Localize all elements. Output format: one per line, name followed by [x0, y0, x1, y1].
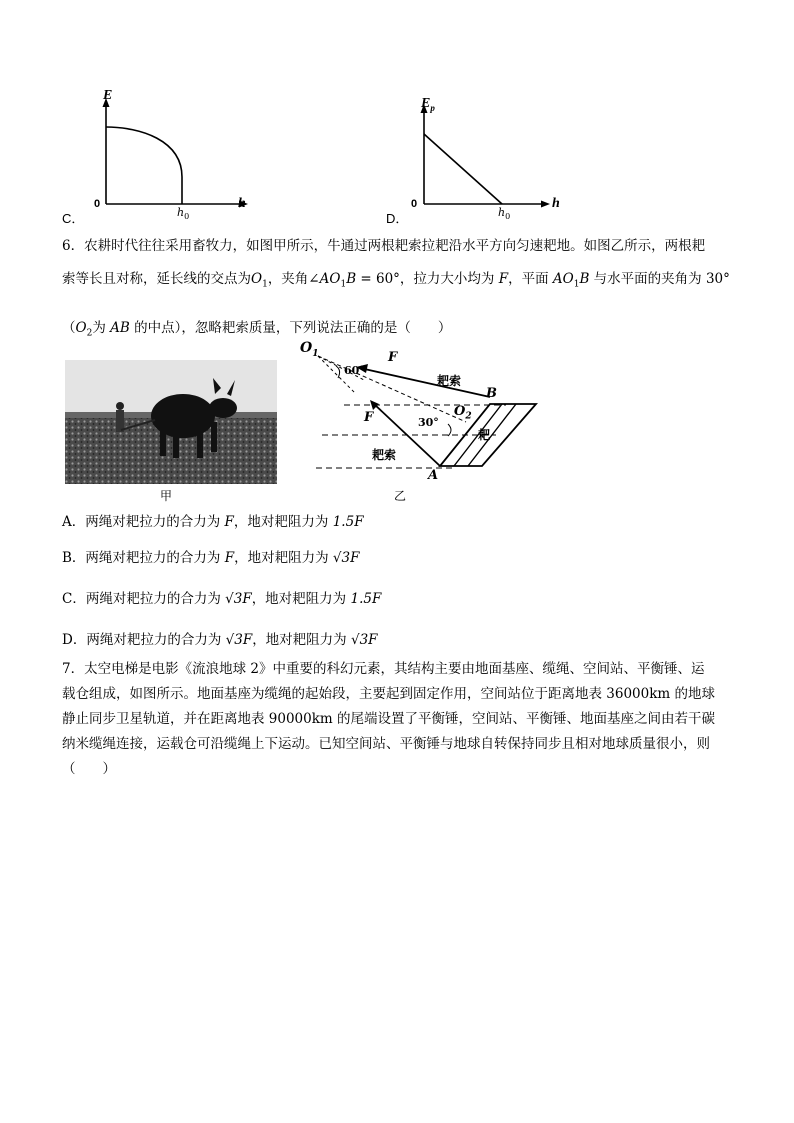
option-c[interactable]: C．两绳对耙拉力的合力为 √3F，地对耙阻力为 1.5F: [62, 591, 382, 607]
label-harrow: 耙: [478, 428, 491, 442]
option-d[interactable]: D．两绳对耙拉力的合力为 √3F，地对耙阻力为 √3F: [62, 632, 378, 648]
q7-line-2: 载仓组成，如图所示。地面基座为缆绳的起始段，主要起到固定作用，空间站位于距离地表 36000km 的地球: [62, 686, 716, 702]
graph-c-curve: [106, 127, 182, 204]
label-angle-60: 60°: [344, 364, 365, 377]
graph-d-y-label: $E_p$: [421, 96, 435, 113]
label-point-b: B: [486, 386, 497, 401]
label-rope-top: 耙索: [437, 374, 462, 388]
label-angle-30: 30°: [418, 416, 439, 429]
graph-d-line: [424, 134, 502, 204]
q7-line-3: 静止同步卫星轨道，并在距离地表 90000km 的尾端设置了平衡锤，空间站、平衡锤、地面基座之间由若干碳: [62, 711, 716, 727]
diagram-yi-caption: 乙: [394, 489, 407, 503]
option-a[interactable]: A．两绳对耙拉力的合力为 F，地对耙阻力为 1.5F: [62, 514, 364, 530]
ox-plowing-photo: [65, 360, 277, 484]
question-6-text: [62, 232, 742, 348]
label-rope-bottom: 耙索: [372, 448, 397, 462]
graph-d-x-label: h: [552, 196, 560, 211]
photo-jia-caption: 甲: [160, 489, 173, 503]
farmer: [116, 402, 124, 410]
question-7-text: [62, 657, 742, 782]
graph-c-y-label: E: [103, 88, 113, 103]
graph-c: [60, 88, 260, 227]
label-force-left: F: [364, 410, 374, 425]
q6-line-2: 索等长且对称，延长线的交点为$O_1$，夹角$\angle AO_1B = 60^\circ$，拉力大小均为 F，平面 $AO_1B$ 与水平面的夹角为 30°: [62, 271, 730, 290]
q6-line-3: （$O_2$为 AB 的中点），忽略耙索质量，下列说法正确的是（ ）: [62, 319, 452, 339]
graph-c-x-label: h: [238, 196, 246, 211]
graph-c-plot: [60, 92, 260, 217]
graph-d-h0: $h_0$: [498, 206, 511, 222]
rope-b: [360, 368, 490, 397]
q7-line-4: 纳米缆绳连接，运载仓可沿缆绳上下运动。已知空间站、平衡锤与地球自转保持同步且相对地球质量很小，则: [62, 736, 710, 752]
q6-line-1: 6．农耕时代往往采用畜牧力，如图甲所示，牛通过两根耙索拉耙沿水平方向匀速耙地。如图乙所示，两根耙: [62, 238, 706, 254]
graph-c-h0: $h_0$: [177, 206, 190, 222]
graph-c-origin: 0: [94, 198, 101, 210]
graph-d: [384, 92, 584, 227]
label-point-a: A: [428, 468, 439, 483]
label-o1: $O_1$: [300, 340, 319, 359]
q7-line-5: （ ）: [62, 761, 116, 777]
label-force-top: F: [388, 350, 398, 365]
graph-d-origin: 0: [411, 198, 418, 210]
option-c-label: C．: [62, 211, 85, 226]
label-o2: $O_2$: [454, 404, 472, 422]
q7-line-1: 7．太空电梯是电影《流浪地球 2》中重要的科幻元素，其结构主要由地面基座、缆绳、空间站、平衡锤、运: [62, 661, 705, 677]
option-b[interactable]: B．两绳对耙拉力的合力为 F，地对耙阻力为 √3F: [62, 550, 360, 566]
graph-d-x-arrow: [541, 201, 550, 208]
option-d-label: D．: [386, 211, 409, 226]
